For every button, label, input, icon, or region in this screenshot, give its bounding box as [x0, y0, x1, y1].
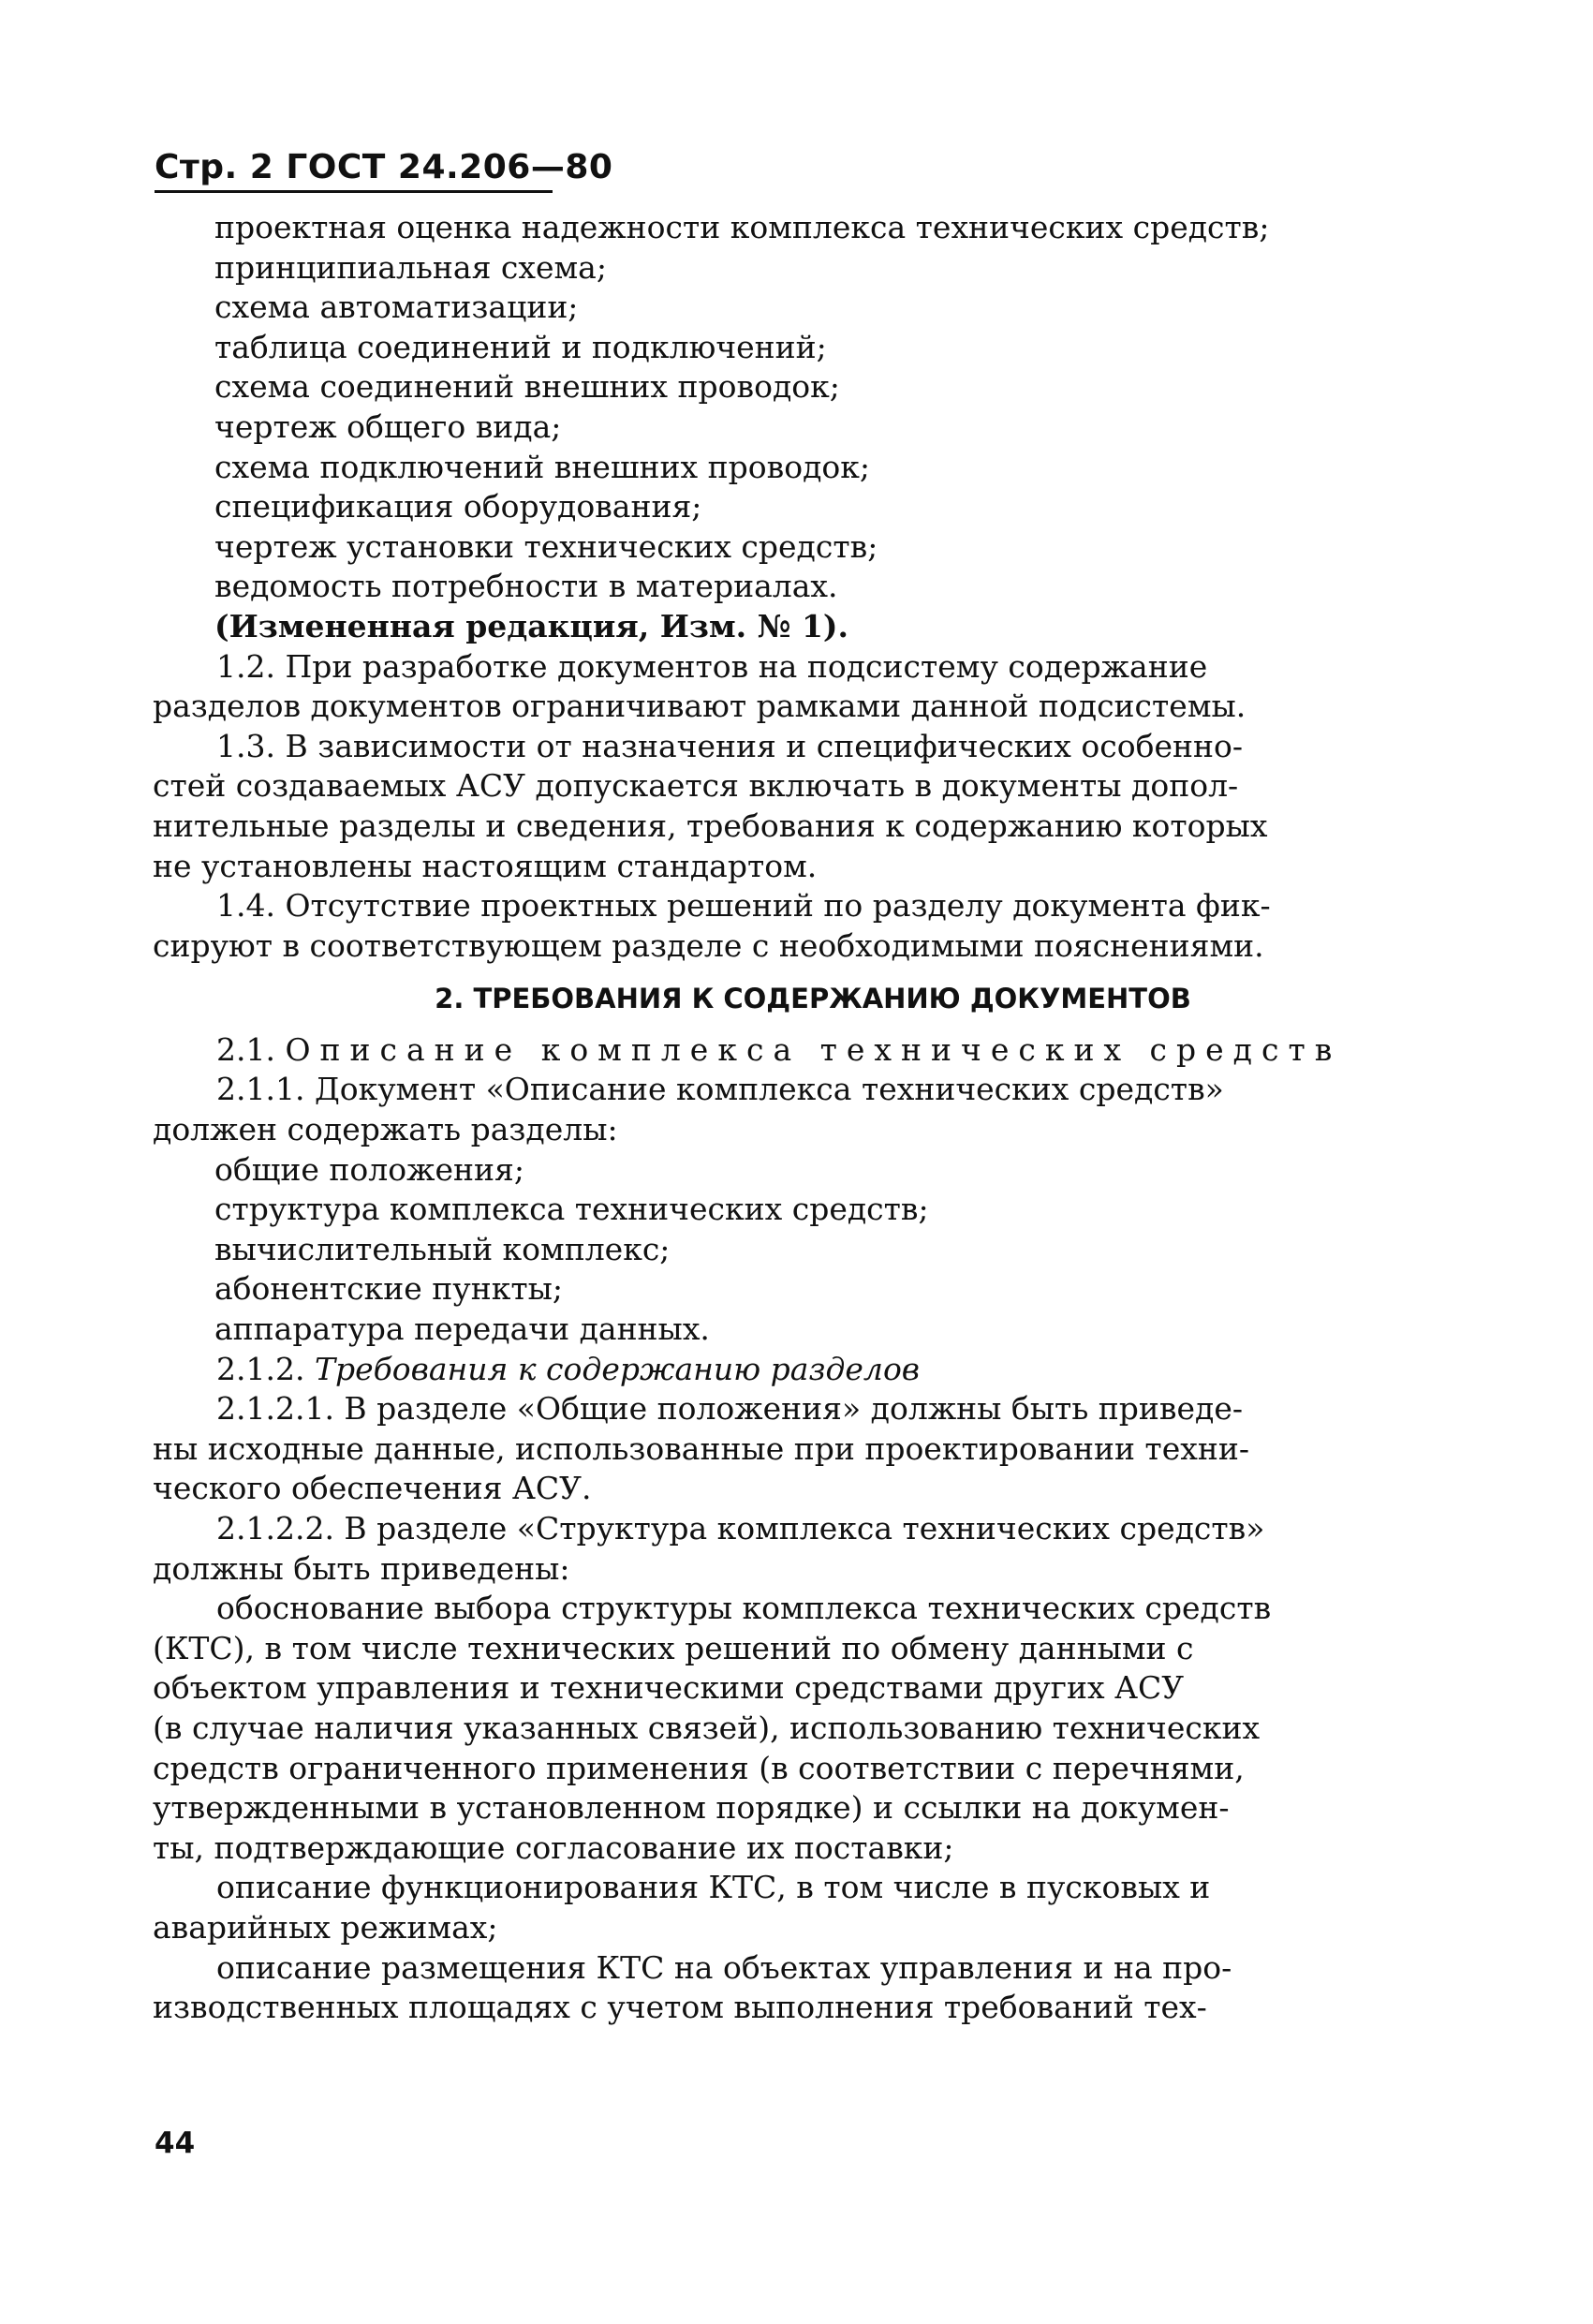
sections-list [153, 1150, 1445, 1350]
page-number: 44 [155, 2126, 196, 2160]
clause-line: должен содержать разделы: [153, 1111, 618, 1148]
list-item: аппаратура передачи данных. [214, 1310, 710, 1348]
clause-line: 1.2. При разработке документов на подсистему содержание [216, 647, 1208, 685]
paragraph-line: объектом управления и техническими средствами других АСУ [153, 1669, 1185, 1707]
list-item: ведомость потребности в материалах. [214, 568, 838, 605]
list-item: чертеж установки технических средств; [214, 527, 878, 565]
paragraph-line: описание размещения КТС на объектах управления и на про- [216, 1948, 1232, 1986]
page-body [153, 208, 1445, 2028]
list-item: проектная оценка надежности комплекса технических средств; [214, 209, 1270, 245]
clause-line: 1.4. Отсутствие проектных решений по разделу документа фик- [216, 887, 1271, 925]
list-item: спецификация оборудования; [214, 488, 702, 525]
list-item: схема подключений внешних проводок; [214, 448, 871, 485]
clause-line: 1.3. В зависимости от назначения и специфических особенно- [216, 727, 1243, 764]
list-item: абонентские пункты; [214, 1270, 563, 1308]
clause-line: нительные разделы и сведения, требования к содержанию которых [153, 807, 1268, 844]
paragraph-line: утвержденными в установленном порядке) и ссылки на докумен- [153, 1789, 1230, 1827]
clause-1-3 [153, 727, 1445, 886]
paragraph-line: аварийных режимах; [153, 1908, 498, 1946]
clause-2-1-title [153, 1030, 1445, 1071]
paragraph-line: (КТС), в том числе технических решений по обмену данными с [153, 1629, 1194, 1666]
clause-line: ны исходные данные, использованные при проектировании техни- [153, 1429, 1249, 1467]
list-item: общие положения; [214, 1150, 524, 1188]
clause-line: ческого обеспечения АСУ. [153, 1470, 592, 1507]
clause-line: должны быть приведены: [153, 1549, 570, 1587]
clause-title: Описание комплекса технических средств [285, 1030, 1342, 1068]
paragraph-line: средств ограниченного применения (в соответствии с перечнями, [153, 1749, 1245, 1786]
running-head: Стр. 2 ГОСТ 24.206—80 [155, 148, 613, 186]
list-item: таблица соединений и подключений; [214, 328, 827, 365]
paragraph-line: ты, подтверждающие согласование их поставки; [153, 1828, 954, 1866]
clause-line: не установлены настоящим стандартом. [153, 847, 818, 884]
clause-number: 2.1.2. [216, 1350, 305, 1387]
list-item: структура комплекса технических средств; [214, 1191, 929, 1228]
clause-2-1-1 [153, 1070, 1445, 1149]
clause-2-1-2-title [153, 1350, 1445, 1390]
paragraph-line: (в случае наличия указанных связей), использованию технических [153, 1709, 1261, 1746]
list-item: схема автоматизации; [214, 289, 579, 326]
clause-line: 2.1.2.2. В разделе «Структура комплекса технических средств» [216, 1510, 1265, 1547]
paragraph-operation [153, 1868, 1445, 1947]
clause-line: стей создаваемых АСУ допускается включать в документы допол- [153, 767, 1239, 805]
clause-1-2 [153, 647, 1445, 727]
section-heading: 2. ТРЕБОВАНИЯ К СОДЕРЖАНИЮ ДОКУМЕНТОВ [435, 983, 1191, 1015]
list-item: вычислительный комплекс; [214, 1230, 671, 1267]
list-item: схема соединений внешних проводок; [214, 368, 840, 406]
clause-2-1-2-2 [153, 1509, 1445, 1589]
header-rule [155, 190, 553, 193]
clause-title: Требования к содержанию разделов [314, 1350, 921, 1387]
list-item: принципиальная схема; [214, 248, 607, 286]
clause-line: разделов документов ограничивают рамками данной подсистемы. [153, 688, 1246, 725]
clause-line: сируют в соответствующем разделе с необходимыми пояснениями. [153, 926, 1264, 964]
clause-1-4 [153, 886, 1445, 966]
clause-line: 2.1.1. Документ «Описание комплекса технических средств» [216, 1071, 1224, 1108]
documents-list [153, 208, 1445, 607]
clause-number: 2.1. [216, 1030, 275, 1068]
clause-2-1-2-1 [153, 1389, 1445, 1509]
paragraph-line: обоснование выбора структуры комплекса технических средств [216, 1590, 1272, 1627]
list-item: чертеж общего вида; [214, 407, 562, 445]
paragraph-justification [153, 1589, 1445, 1868]
clause-line: 2.1.2.1. В разделе «Общие положения» должны быть приведе- [216, 1390, 1243, 1428]
paragraph-placement [153, 1948, 1445, 2028]
paragraph-line: описание функционирования КТС, в том числе в пусковых и [216, 1869, 1211, 1906]
paragraph-line: изводственных площадях с учетом выполнения требований тех- [153, 1989, 1207, 2026]
amendment-note: (Измененная редакция, Изм. № 1). [214, 607, 849, 644]
